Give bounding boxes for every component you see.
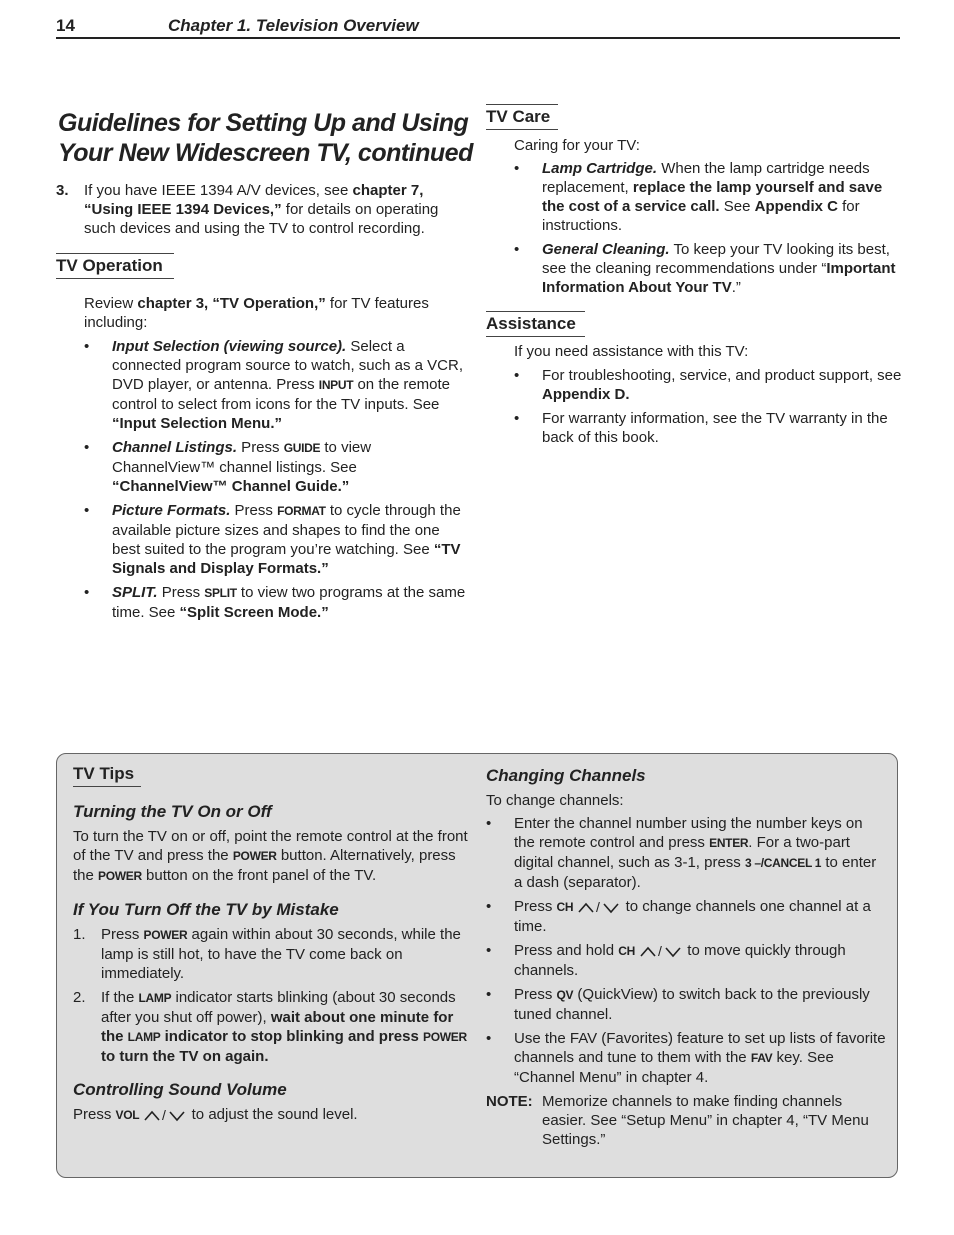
tv-care-section [514,136,899,302]
tv-operation-list [84,337,469,622]
list-item: • Input Selection (viewing source). Select a connected program source to watch, such as a VCR, DVD player, or antenna. Press INPUT on the remote control to select from icons for the TV inputs. See “Input Selection Menu.” [84,337,469,433]
svg-text:/: / [658,944,663,959]
list-item: • Lamp Cartridge. When the lamp cartridge needs replacement, replace the lamp yourself and save the cost of a service call. See Appendix C for instructions. [514,159,899,235]
list-item: • Picture Formats. Press FORMAT to cycle through the available picture sizes and shapes to find the one best suited to the program you’re watching. See “TV Signals and Display Formats.” [84,501,469,578]
list-item: • For warranty information, see the TV warranty in the back of this book. [514,409,902,447]
note-label: NOTE: [486,1093,533,1110]
list-item: • Press CH / to change channels one channel at a time. [486,897,886,936]
list-item: • Channel Listings. Press GUIDE to view ChannelView™ channel listings. See “ChannelView™ Channel Guide.” [84,438,469,496]
item-3-text: If you have IEEE 1394 A/V devices, see [84,182,353,199]
list-item: 1. Press POWER again within about 30 seconds, while the lamp is still hot, to have the TV come back on immediately. [73,926,461,982]
list-item: • SPLIT. Press SPLIT to view two programs at the same time. See “Split Screen Mode.” [84,583,469,622]
list-item: • Use the FAV (Favorites) feature to set up lists of favorite channels and tune to them with the FAV key. See “Channel Menu” in chapter 4. [486,1029,886,1087]
item-3-ref: chapter 7, “Using IEEE 1394 Devices,” [84,182,424,218]
item-3-text-2: for details on operating such devices and using the TV to control recording. [84,201,439,237]
note-text: Memorize channels to make finding channels easier. See “Setup Menu” in chapter 4, “TV Menu Settings.” [542,1093,869,1148]
tv-operation-intro: Review chapter 3, “TV Operation,” for TV features including: [84,295,429,331]
mistake-heading: If You Turn Off the TV by Mistake [73,900,339,919]
list-item: 2. If the LAMP indicator starts blinking (about 30 seconds after you shut off power), wait about one minute for the LAMP indicator to stop blinking and press POWER to turn the TV on again. [73,989,467,1065]
tv-operation-section [84,294,469,627]
tv-tips-right-column [486,756,886,1149]
note [486,1092,886,1149]
tv-care-intro: Caring for your TV: [514,137,640,154]
page-title: Guidelines for Setting Up and Using Your New Widescreen TV, continued [58,109,473,167]
up-down-arrows-icon [143,1108,187,1122]
chapter-title: Chapter 1. Television Overview [168,16,419,35]
assistance-section [514,342,902,452]
up-down-arrows-icon [639,944,683,958]
assistance-intro: If you need assistance with this TV: [514,343,749,360]
list-item: • Press QV (QuickView) to switch back to the previously tuned channel. [486,985,886,1024]
turning-heading: Turning the TV On or Off [73,802,272,821]
tv-tips-heading: TV Tips [73,762,141,787]
tv-tips-left-column [73,792,471,1125]
item-3-number: 3. [56,182,69,199]
list-item: • Press and hold CH / to move quickly through channels. [486,941,886,980]
list-item: • Enter the channel number using the number keys on the remote control and press ENTER. For a two-part digital channel, such as 3-1, press 3 –/CANCEL 1 to enter a dash (separator). [486,814,886,892]
page-number: 14 [56,16,75,35]
channels-intro: To change channels: [486,792,624,809]
tv-care-list [514,159,899,297]
svg-text:/: / [162,1108,167,1123]
up-down-arrows-icon [577,900,621,914]
turning-text: To turn the TV on or off, point the remote control at the front of the TV and press the POWER button. Alternatively, press the POWER button on the front panel of the TV. [73,828,468,884]
channels-list [486,814,886,1087]
sound-text: Press VOL / to adjust the sound level. [73,1106,358,1123]
mistake-list [73,925,471,1066]
header-rule [56,37,900,39]
tv-care-heading: TV Care [486,104,558,130]
channels-heading: Changing Channels [486,766,646,785]
list-item: • General Cleaning. To keep your TV looking its best, see the cleaning recommendations under “Important Information About Your TV.” [514,240,899,297]
assistance-list [514,366,902,447]
item-3 [56,181,466,243]
sound-heading: Controlling Sound Volume [73,1080,287,1099]
svg-text:/: / [596,900,601,915]
assistance-heading: Assistance [486,311,585,337]
list-item: • For troubleshooting, service, and product support, see Appendix D. [514,366,902,404]
tv-operation-heading: TV Operation [56,253,174,279]
